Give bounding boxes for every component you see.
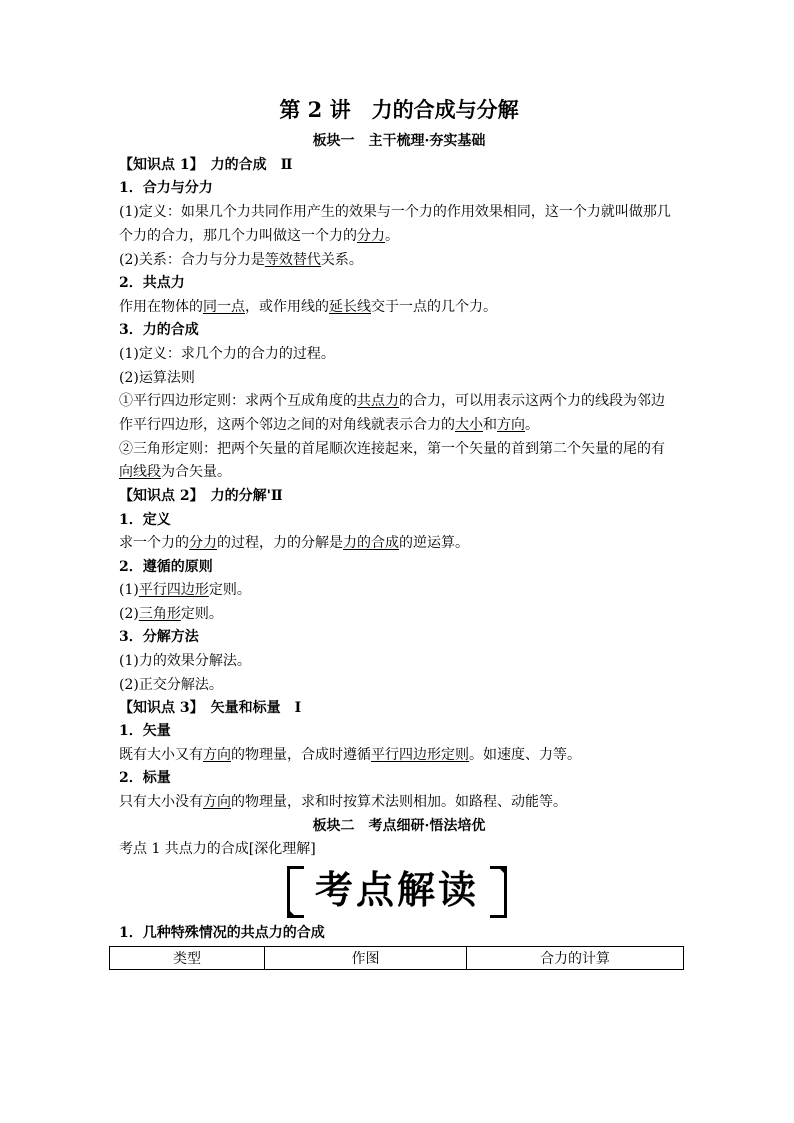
subheading-decomposition-definition: 1．定义 [119,512,171,528]
answer-blank: 共点力 [357,393,399,409]
knowledge-point-2-heading: 【知识点 2】 力的分解'Ⅱ [119,488,283,504]
answer-blank: 同一点 [203,299,245,315]
text-run: 定则。 [180,606,223,622]
subheading-methods: 3．分解方法 [119,629,199,645]
definition-line-2 [119,226,399,246]
parallelogram-rule-line-2 [119,415,539,435]
answer-blank: 方向 [203,794,231,810]
text-run: (1) [119,582,139,598]
parallelogram-rule-line-1 [119,391,665,411]
table-header-cell: 合力的计算 [467,947,684,970]
decomposition-definition [119,533,469,553]
text-run: 交于一点的几个力。 [371,299,497,315]
text-run: 作平行四边形，这两个邻边之间的对角线就表示合力的 [119,417,455,433]
answer-blank: 向线段 [119,464,161,480]
text-run: 定则。 [208,582,251,598]
answer-blank: 等效替代 [264,252,321,268]
answer-blank: 方向 [497,417,525,433]
composition-definition: (1)定义：求几个力的合力的过程。 [119,346,335,362]
text-run: (2)关系：合力与分力是 [119,252,265,268]
knowledge-point-3-heading: 【知识点 3】 矢量和标量 Ⅰ [119,700,302,716]
text-run: 作用在物体的 [119,299,203,315]
triangle-rule-line-2 [119,462,231,482]
text-run: 的物理量，合成时遵循 [231,747,371,763]
method-2: (2)正交分解法。 [119,677,223,693]
vector-definition [119,745,581,765]
text-run: 的合力，可以用表示这两个力的线段为邻边 [399,393,665,409]
principle-1 [119,580,251,600]
definition-line-1: (1)定义：如果几个力共同作用产生的效果与一个力的作用效果相同，这一个力就叫做那几 [119,204,671,220]
answer-blank: 平行四边形定则 [371,747,469,763]
section-heading-1: 板块一 主干梳理·夯实基础 [312,133,486,149]
table-header-cell: 作图 [265,947,467,970]
special-cases-heading: 1．几种特殊情况的共点力的合成 [119,925,325,941]
table-header-cell: 类型 [110,947,265,970]
method-1: (1)力的效果分解法。 [119,653,251,669]
composition-rules: (2)运算法则 [119,370,195,386]
text-run: 关系。 [320,252,363,268]
text-run: 。 [385,228,399,244]
text-run: 求一个力的 [119,535,189,551]
text-run: 的物理量，求和时按算术法则相加。如路程、动能等。 [231,794,567,810]
page-title: 第 2 讲 力的合成与分解 [279,97,519,122]
section-heading-2: 板块二 考点细研·悟法培优 [312,818,486,834]
answer-blank: 三角形 [138,606,181,622]
subheading-principles: 2．遵循的原则 [119,559,213,575]
text-run: 既有大小又有 [119,747,203,763]
text-run: 。 [525,417,539,433]
right-bracket-icon [490,866,507,918]
exam-point-1-heading: 考点 1 共点力的合成[深化理解] [119,841,316,857]
answer-blank: 分力 [357,228,385,244]
subheading-scalar: 2．标量 [119,770,171,786]
text-run: 。如速度、力等。 [469,747,581,763]
answer-blank: 分力 [189,535,217,551]
concurrent-forces-line [119,297,497,317]
subheading-concurrent-forces: 2．共点力 [119,275,185,291]
text-run: 为合矢量。 [161,464,231,480]
banner-text: 考点解读 [314,867,479,912]
text-run: 个力的合力，那几个力叫做这一个力的 [119,228,357,244]
answer-blank: 平行四边形 [138,582,209,598]
subheading-vector: 1．矢量 [119,723,171,739]
text-run: 的逆运算。 [399,535,469,551]
text-run: (2) [119,606,139,622]
knowledge-point-1-heading: 【知识点 1】 力的合成 Ⅱ [119,157,293,173]
triangle-rule-line-1: ②三角形定则：把两个矢量的首尾顺次连接起来，第一个矢量的首到第二个矢量的尾的有 [119,441,665,457]
subheading-resultant-and-component: 1．合力与分力 [119,180,213,196]
answer-blank: 延长线 [329,299,371,315]
answer-blank: 大小 [455,417,483,433]
scalar-definition [119,792,567,812]
text-run: ①平行四边形定则：求两个互成角度的 [119,393,357,409]
text-run: ，或作用线的 [245,299,329,315]
text-run: 的过程，力的分解是 [217,535,343,551]
exam-point-banner [287,862,507,916]
answer-blank: 方向 [203,747,231,763]
text-run: 只有大小没有 [119,794,203,810]
principle-2 [119,604,223,624]
relation-line [119,250,363,270]
subheading-force-composition: 3．力的合成 [119,322,199,338]
special-cases-table [109,946,684,970]
text-run: 和 [483,417,497,433]
answer-blank: 力的合成 [343,535,399,551]
table-header-row [110,947,684,970]
